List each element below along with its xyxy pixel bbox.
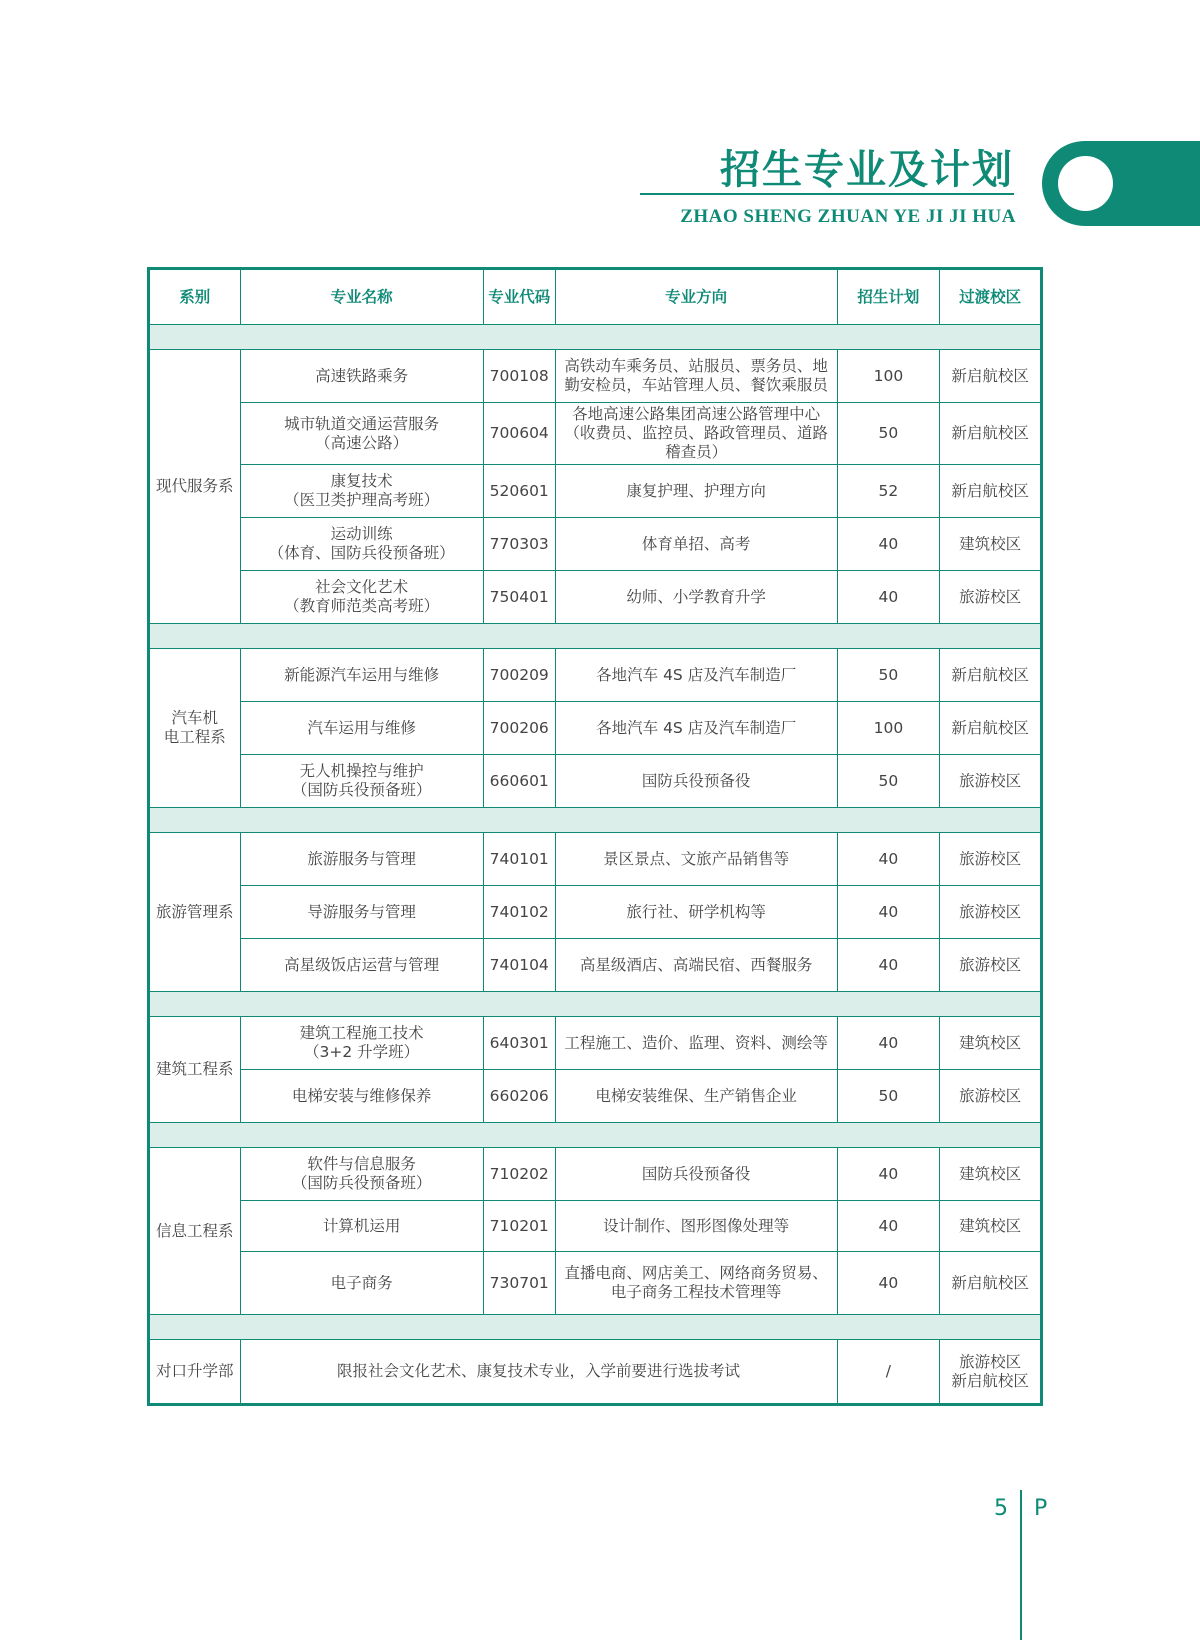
cell-line: 康复技术 <box>330 472 393 490</box>
enrollment-plan-table <box>147 267 1043 1406</box>
campus-cell <box>940 465 1042 518</box>
major-cell <box>240 350 483 403</box>
tab-circle-icon <box>1058 156 1113 211</box>
plan-cell: 40 <box>837 518 940 571</box>
code-cell: 710202 <box>483 1148 555 1201</box>
department-cell <box>149 833 241 992</box>
plan-cell: 40 <box>837 1252 940 1315</box>
code-cell: 740101 <box>483 833 555 886</box>
cell-line: 运动训练 <box>330 525 393 543</box>
separator-cell <box>149 808 1042 833</box>
cell-line: （医卫类护理高考班） <box>284 491 440 509</box>
cell-line: 信息工程系 <box>156 1221 234 1240</box>
cell-line: 新启航校区 <box>951 424 1029 442</box>
cell-line: （国防兵役预备班） <box>291 781 432 799</box>
cell-line: 旅游校区 <box>959 955 1022 974</box>
cell-line: 电梯安装维保、生产销售企业 <box>595 1086 797 1105</box>
code-cell: 740102 <box>483 886 555 939</box>
code-cell: 700108 <box>483 350 555 403</box>
cell-line: 国防兵役预备役 <box>641 771 751 790</box>
footer-divider <box>1020 1490 1022 1640</box>
campus-cell <box>940 1017 1042 1070</box>
cell-line: 建筑工程施工技术 <box>299 1024 424 1042</box>
table-row <box>149 886 1042 939</box>
table-row <box>149 939 1042 992</box>
cell-line: 旅游服务与管理 <box>307 849 416 868</box>
section-separator <box>149 992 1042 1017</box>
plan-cell: 40 <box>837 939 940 992</box>
major-cell <box>240 1070 483 1123</box>
table-header-row <box>149 269 1042 325</box>
cell-line: 现代服务系 <box>156 477 234 495</box>
campus-cell <box>940 1201 1042 1252</box>
cell-line: 各地汽车 4S 店及汽车制造厂 <box>596 665 797 684</box>
cell-line: （体育、国防兵役预备班） <box>268 544 455 562</box>
plan-cell: 40 <box>837 1017 940 1070</box>
table-row <box>149 1017 1042 1070</box>
code-cell: 770303 <box>483 518 555 571</box>
direction-cell <box>555 1017 837 1070</box>
direction-cell <box>555 518 837 571</box>
plan-cell: 40 <box>837 886 940 939</box>
cell-line: 建筑校区 <box>959 534 1022 553</box>
plan-cell: 100 <box>837 350 940 403</box>
code-cell: 740104 <box>483 939 555 992</box>
code-cell: 640301 <box>483 1017 555 1070</box>
cell-line: 各地高速公路集团高速公路管理中心 <box>572 405 821 423</box>
cell-line: 高铁动车乘务员、站服员、票务员、地 <box>564 357 828 375</box>
code-cell: 700209 <box>483 649 555 702</box>
table-row <box>149 833 1042 886</box>
cell-line: 计算机运用 <box>322 1216 401 1235</box>
cell-line: 工程施工、造价、监理、资料、测绘等 <box>564 1033 828 1052</box>
cell-line: 体育单招、高考 <box>641 534 751 553</box>
major-cell <box>240 649 483 702</box>
code-cell: 520601 <box>483 465 555 518</box>
cell-line: 新启航校区 <box>951 366 1029 385</box>
plan-cell: 50 <box>837 755 940 808</box>
cell-line: 城市轨道交通运营服务 <box>284 414 440 433</box>
cell-line: 无人机操控与维护 <box>299 762 424 780</box>
major-cell <box>240 403 483 465</box>
campus-cell <box>940 518 1042 571</box>
page-letter: P <box>1034 1496 1048 1521</box>
cell-line: 旅游管理系 <box>156 902 234 921</box>
table-row <box>149 518 1042 571</box>
cell-line: 直播电商、网店美工、网络商务贸易、 <box>564 1264 828 1282</box>
direction-cell <box>555 886 837 939</box>
major-cell <box>240 518 483 571</box>
cell-line: （收费员、监控员、路政管理员、道路 <box>564 424 828 442</box>
table-row <box>149 465 1042 518</box>
section-tab <box>1042 141 1200 226</box>
cell-line: 设计制作、图形图像处理等 <box>603 1216 790 1235</box>
department-cell: 对口升学部 <box>149 1340 241 1405</box>
separator-cell <box>149 1315 1042 1340</box>
cell-line: 旅游校区 <box>959 771 1022 790</box>
column-header: 专业名称 <box>240 269 483 325</box>
major-cell <box>240 1252 483 1315</box>
major-cell <box>240 886 483 939</box>
cell-line: 高星级酒店、高端民宿、西餐服务 <box>579 955 813 974</box>
campus-cell <box>940 886 1042 939</box>
cell-line: 各地汽车 4S 店及汽车制造厂 <box>596 718 797 737</box>
table-row <box>149 1148 1042 1201</box>
table-row <box>149 755 1042 808</box>
major-cell <box>240 702 483 755</box>
table-row <box>149 571 1042 624</box>
cell-line: 建筑校区 <box>959 1216 1022 1235</box>
department-cell <box>149 1017 241 1123</box>
direction-cell <box>555 350 837 403</box>
cell-line: （3+2 升学班） <box>304 1043 420 1061</box>
direction-cell <box>555 939 837 992</box>
plan-cell: 50 <box>837 649 940 702</box>
cell-line: 电子商务 <box>330 1273 393 1292</box>
direction-cell <box>555 1148 837 1201</box>
direction-cell <box>555 702 837 755</box>
cell-line: 新启航校区 <box>951 1273 1029 1292</box>
cell-line: 新能源汽车运用与维修 <box>284 665 440 684</box>
plan-cell: 50 <box>837 403 940 465</box>
code-cell: 710201 <box>483 1201 555 1252</box>
campus-cell <box>940 1070 1042 1123</box>
table-row <box>149 1340 1042 1405</box>
cell-line: 新启航校区 <box>951 1371 1029 1390</box>
campus-cell <box>940 1252 1042 1315</box>
department-cell <box>149 649 241 808</box>
cell-line: 电子商务工程技术管理等 <box>610 1283 782 1301</box>
cell-line: 旅游校区 <box>959 1352 1022 1371</box>
section-separator <box>149 325 1042 350</box>
plan-cell: 40 <box>837 571 940 624</box>
code-cell: 700206 <box>483 702 555 755</box>
direction-cell <box>555 465 837 518</box>
plan-cell: 40 <box>837 833 940 886</box>
cell-line: 旅游校区 <box>959 902 1022 921</box>
cell-line: 旅游校区 <box>959 587 1022 606</box>
column-header: 过渡校区 <box>940 269 1042 325</box>
table-row <box>149 403 1042 465</box>
code-cell: 660601 <box>483 755 555 808</box>
cell-line: 康复护理、护理方向 <box>626 481 766 500</box>
plan-cell: 40 <box>837 1201 940 1252</box>
cell-line: 新启航校区 <box>951 665 1029 684</box>
plan-cell: / <box>837 1340 940 1405</box>
campus-cell <box>940 571 1042 624</box>
plan-cell: 50 <box>837 1070 940 1123</box>
major-cell <box>240 465 483 518</box>
cell-line: 高速铁路乘务 <box>315 366 409 385</box>
section-separator <box>149 624 1042 649</box>
code-cell: 730701 <box>483 1252 555 1315</box>
table-row <box>149 1201 1042 1252</box>
cell-line: （高速公路） <box>315 433 409 452</box>
note-cell: 限报社会文化艺术、康复技术专业，入学前要进行选拔考试 <box>240 1340 837 1405</box>
separator-cell <box>149 624 1042 649</box>
separator-cell <box>149 325 1042 350</box>
cell-line: 高星级饭店运营与管理 <box>284 955 440 974</box>
section-separator <box>149 1315 1042 1340</box>
page-title: 招生专业及计划 <box>720 147 1014 193</box>
table-row <box>149 1070 1042 1123</box>
section-separator <box>149 1123 1042 1148</box>
direction-cell <box>555 755 837 808</box>
column-header: 系别 <box>149 269 241 325</box>
column-header: 专业方向 <box>555 269 837 325</box>
direction-cell <box>555 571 837 624</box>
campus-cell <box>940 1148 1042 1201</box>
page-subtitle-pinyin: ZHAO SHENG ZHUAN YE JI JI HUA <box>680 206 1016 227</box>
cell-line: 新启航校区 <box>951 481 1029 500</box>
table-row <box>149 350 1042 403</box>
campus-cell <box>940 350 1042 403</box>
code-cell: 700604 <box>483 403 555 465</box>
column-header: 专业代码 <box>483 269 555 325</box>
cell-line: 旅行社、研学机构等 <box>626 902 766 921</box>
cell-line: 建筑校区 <box>959 1033 1022 1052</box>
campus-cell <box>940 403 1042 465</box>
cell-line: 稽查员） <box>665 443 728 461</box>
cell-line: 勤安检员，车站管理人员、餐饮乘服员 <box>564 376 828 394</box>
cell-line: 软件与信息服务 <box>307 1155 416 1173</box>
campus-cell <box>940 939 1042 992</box>
cell-line: （教育师范类高考班） <box>284 597 440 615</box>
cell-line: 电梯安装与维修保养 <box>291 1086 432 1105</box>
plan-cell: 52 <box>837 465 940 518</box>
title-underline <box>640 193 1014 195</box>
department-cell <box>149 350 241 624</box>
cell-line: 汽车运用与维修 <box>307 718 416 737</box>
cell-line: 建筑工程系 <box>156 1060 234 1078</box>
campus-cell <box>940 833 1042 886</box>
cell-line: 旅游校区 <box>959 849 1022 868</box>
major-cell <box>240 571 483 624</box>
campus-cell <box>940 649 1042 702</box>
campus-cell <box>940 702 1042 755</box>
campus-cell <box>940 755 1042 808</box>
table-row <box>149 1252 1042 1315</box>
major-cell <box>240 939 483 992</box>
cell-line: 国防兵役预备役 <box>641 1164 751 1183</box>
major-cell <box>240 1148 483 1201</box>
direction-cell <box>555 833 837 886</box>
major-cell <box>240 1017 483 1070</box>
code-cell: 750401 <box>483 571 555 624</box>
major-cell <box>240 755 483 808</box>
section-separator <box>149 808 1042 833</box>
major-cell <box>240 1201 483 1252</box>
table-row <box>149 702 1042 755</box>
cell-line: 社会文化艺术 <box>315 578 409 596</box>
cell-line: 建筑校区 <box>959 1164 1022 1183</box>
table-row <box>149 649 1042 702</box>
department-cell <box>149 1148 241 1315</box>
cell-line: 幼师、小学教育升学 <box>626 587 766 606</box>
code-cell: 660206 <box>483 1070 555 1123</box>
page-number: 5 <box>994 1496 1008 1521</box>
direction-cell <box>555 649 837 702</box>
major-cell <box>240 833 483 886</box>
campus-cell <box>940 1340 1042 1405</box>
separator-cell <box>149 1123 1042 1148</box>
direction-cell <box>555 1252 837 1315</box>
cell-line: 电工程系 <box>163 728 226 746</box>
cell-line: 景区景点、文旅产品销售等 <box>603 849 790 868</box>
plan-cell: 40 <box>837 1148 940 1201</box>
cell-line: 导游服务与管理 <box>307 902 416 921</box>
cell-line: 新启航校区 <box>951 718 1029 737</box>
cell-line: 旅游校区 <box>959 1086 1022 1105</box>
cell-line: 汽车机 <box>171 709 219 727</box>
direction-cell <box>555 1070 837 1123</box>
column-header: 招生计划 <box>837 269 940 325</box>
cell-line: （国防兵役预备班） <box>291 1174 432 1192</box>
plan-cell: 100 <box>837 702 940 755</box>
direction-cell <box>555 1201 837 1252</box>
separator-cell <box>149 992 1042 1017</box>
direction-cell <box>555 403 837 465</box>
